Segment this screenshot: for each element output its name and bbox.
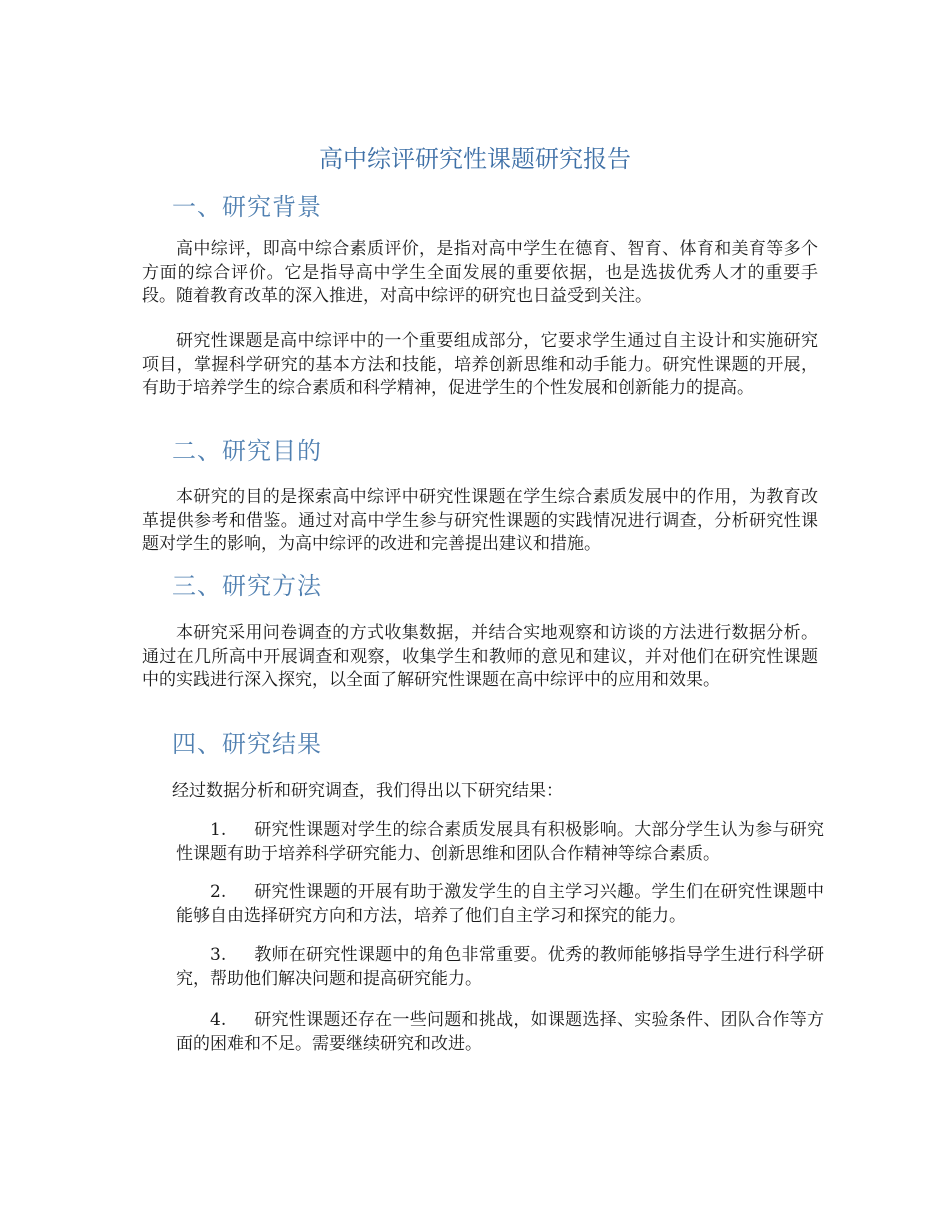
list-item-text: 教师在研究性课题中的角色非常重要。优秀的教师能够指导学生进行科学研究，帮助他们解决问题和提高研究能力。 <box>176 945 824 989</box>
list-item-text: 研究性课题的开展有助于激发学生的自主学习兴趣。学生们在研究性课题中能够自由选择研究方向和方法，培养了他们自主学习和探究的能力。 <box>176 882 824 926</box>
list-item <box>176 818 824 866</box>
list-number: 2. <box>210 882 227 902</box>
list-number: 4. <box>210 1010 227 1030</box>
results-intro: 经过数据分析和研究调查，我们得出以下研究结果： <box>172 781 563 801</box>
list-number: 3. <box>210 945 227 965</box>
list-item-text: 研究性课题对学生的综合素质发展具有积极影响。大部分学生认为参与研究性课题有助于培养科学研究能力、创新思维和团队合作精神等综合素质。 <box>176 820 824 864</box>
list-number: 1. <box>210 820 227 840</box>
paragraph: 本研究采用问卷调查的方式收集数据，并结合实地观察和访谈的方法进行数据分析。通过在几所高中开展调查和观察，收集学生和教师的意见和建议，并对他们在研究性课题中的实践进行深入探究，以全面了解研究性课题在高中综评中的应用和效果。 <box>142 623 818 690</box>
list-item <box>176 1008 824 1056</box>
section-heading-purpose: 二、研究目的 <box>172 437 322 465</box>
paragraph: 研究性课题是高中综评中的一个重要组成部分，它要求学生通过自主设计和实施研究项目，掌握科学研究的基本方法和技能，培养创新思维和动手能力。研究性课题的开展，有助于培养学生的综合素质和科学精神，促进学生的个性发展和创新能力的提高。 <box>142 331 818 398</box>
list-item <box>176 943 824 991</box>
document-title: 高中综评研究性课题研究报告 <box>319 145 631 173</box>
section-heading-results: 四、研究结果 <box>172 730 322 758</box>
paragraph: 高中综评，即高中综合素质评价，是指对高中学生在德育、智育、体育和美育等多个方面的综合评价。它是指导高中学生全面发展的重要依据，也是选拔优秀人才的重要手段。随着教育改革的深入推进，对高中综评的研究也日益受到关注。 <box>142 239 818 306</box>
list-item <box>176 880 824 928</box>
section-heading-background: 一、研究背景 <box>172 193 322 221</box>
section-heading-method: 三、研究方法 <box>172 572 322 600</box>
list-item-text: 研究性课题还存在一些问题和挑战，如课题选择、实验条件、团队合作等方面的困难和不足。需要继续研究和改进。 <box>176 1010 824 1054</box>
paragraph: 本研究的目的是探索高中综评中研究性课题在学生综合素质发展中的作用，为教育改革提供参考和借鉴。通过对高中学生参与研究性课题的实践情况进行调查，分析研究性课题对学生的影响，为高中综评的改进和完善提出建议和措施。 <box>142 487 818 554</box>
